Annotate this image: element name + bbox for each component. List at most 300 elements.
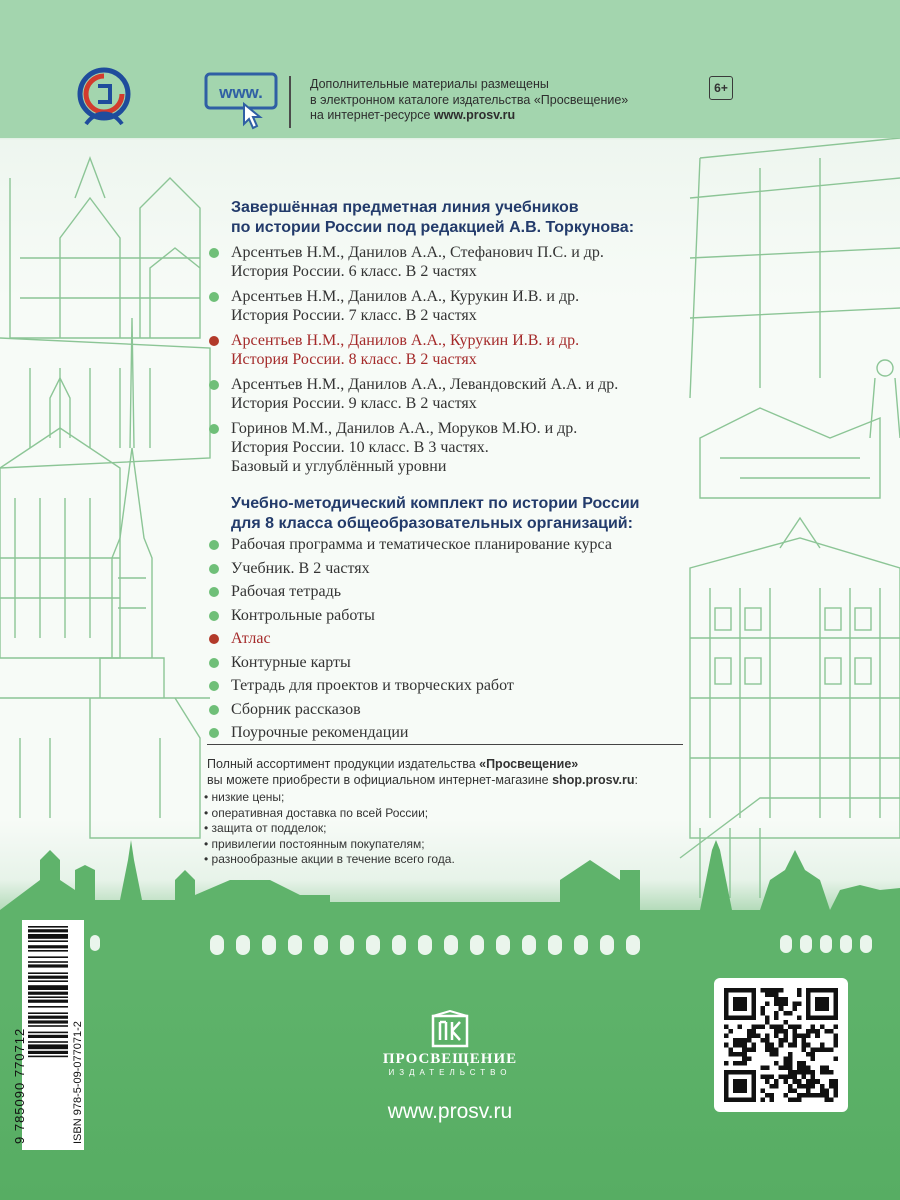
qr-module — [765, 1015, 770, 1020]
qr-module — [824, 1097, 829, 1102]
shop-line-1: Полный ассортимент продукции издательства — [207, 757, 480, 771]
qr-module — [756, 1024, 761, 1029]
bullet-icon — [209, 634, 219, 644]
qr-module — [797, 1066, 802, 1071]
qr-module — [765, 988, 770, 993]
qr-module — [806, 1093, 811, 1098]
qr-module — [756, 1034, 761, 1039]
qr-module — [820, 1088, 825, 1093]
barcode-bar — [28, 945, 68, 948]
benefit-item: • привилегии постоянным покупателям; — [204, 836, 425, 851]
qr-module — [783, 1075, 788, 1080]
bullet-icon — [209, 540, 219, 550]
info-line-3-prefix: на интернет-ресурсе — [310, 108, 434, 122]
qr-module — [797, 1034, 802, 1039]
qr-module — [765, 1047, 770, 1052]
qr-module — [747, 1038, 752, 1043]
qr-module — [783, 1020, 788, 1025]
qr-module — [829, 1097, 834, 1102]
kit-heading — [231, 494, 640, 534]
qr-module — [774, 1079, 779, 1084]
qr-module — [820, 1084, 825, 1089]
qr-module — [738, 1024, 743, 1029]
qr-module — [779, 1066, 784, 1071]
qr-module — [811, 1075, 816, 1080]
qr-module — [797, 1070, 802, 1075]
qr-module — [833, 1034, 838, 1039]
qr-module — [760, 1011, 765, 1016]
qr-module — [802, 1043, 807, 1048]
qr-module — [765, 1002, 770, 1007]
qr-module — [729, 1047, 734, 1052]
publisher-url[interactable]: www.prosv.ru — [387, 1100, 513, 1123]
list-item — [209, 559, 612, 578]
qr-module — [788, 1024, 793, 1029]
qr-module — [788, 1066, 793, 1071]
kit-item-label: Сборник рассказов — [231, 700, 361, 718]
qr-module — [792, 1088, 797, 1093]
qr-module — [806, 1079, 811, 1084]
qr-module — [811, 1047, 816, 1052]
qr-module — [779, 1038, 784, 1043]
qr-module — [797, 1002, 802, 1007]
qr-module — [783, 997, 788, 1002]
publisher-name: ПРОСВЕЩЕНИЕ — [382, 1051, 518, 1067]
qr-module — [788, 1052, 793, 1057]
qr-code-pattern — [724, 988, 838, 1102]
shop-line-2: вы можете приобрести в официальном интернет-магазине — [207, 773, 553, 787]
qr-module — [797, 1097, 802, 1102]
qr-module — [729, 1029, 734, 1034]
qr-module — [792, 1029, 797, 1034]
shop-link[interactable]: shop.prosv.ru — [552, 773, 635, 787]
barcode-bar — [28, 956, 68, 958]
qr-module — [733, 1052, 738, 1057]
bullet-icon — [209, 292, 219, 302]
qr-module — [797, 1024, 802, 1029]
isbn-text: ISBN 978-5-09-077071-2 — [72, 1021, 84, 1144]
item-authors: Горинов М.М., Данилов А.А., Моруков М.Ю. и др. — [231, 420, 578, 437]
qr-module — [751, 1024, 756, 1029]
qr-module — [770, 1052, 775, 1057]
barcode-bar — [28, 1035, 68, 1038]
qr-module — [811, 1052, 816, 1057]
benefit-item: • оперативная доставка по всей России; — [204, 805, 429, 820]
qr-module — [729, 1052, 734, 1057]
series-list — [209, 243, 618, 476]
qr-module — [811, 1079, 816, 1084]
list-item — [209, 243, 618, 281]
qr-module — [770, 1043, 775, 1048]
qr-module — [724, 1034, 729, 1039]
qr-module — [824, 1070, 829, 1075]
barcode-bar — [28, 976, 68, 979]
qr-module — [765, 1034, 770, 1039]
qr-module — [833, 1079, 838, 1084]
qr-module — [788, 1070, 793, 1075]
qr-module — [792, 1034, 797, 1039]
qr-module — [797, 1015, 802, 1020]
qr-module — [792, 1097, 797, 1102]
qr-module — [774, 1047, 779, 1052]
publisher-logo-icon — [76, 66, 132, 130]
list-item — [209, 700, 612, 719]
benefit-item: • низкие цены; — [204, 790, 285, 804]
barcode-bar — [28, 929, 68, 932]
qr-module — [747, 1034, 752, 1039]
qr-module — [833, 1084, 838, 1089]
qr-module — [833, 1043, 838, 1048]
bullet-icon — [209, 564, 219, 574]
list-item — [209, 287, 618, 325]
qr-module — [747, 1047, 752, 1052]
qr-module — [802, 1061, 807, 1066]
qr-module — [806, 1084, 811, 1089]
series-heading-line-1: Завершённая предметная линия учебников — [231, 199, 579, 216]
barcode-bar — [28, 1012, 68, 1014]
qr-module — [820, 1070, 825, 1075]
barcode-bar — [28, 1032, 68, 1034]
qr-module — [811, 1084, 816, 1089]
qr-module — [783, 1066, 788, 1071]
qr-module — [760, 1038, 765, 1043]
qr-module — [770, 1075, 775, 1080]
qr-module — [788, 1056, 793, 1061]
qr-module — [751, 1043, 756, 1048]
bullet-icon — [209, 728, 219, 738]
qr-module — [742, 1056, 747, 1061]
qr-module — [742, 1061, 747, 1066]
barcode-bar — [28, 1000, 68, 1003]
benefit-item: • защита от подделок; — [204, 821, 327, 835]
qr-module — [760, 1024, 765, 1029]
qr-module — [774, 988, 779, 993]
benefits-list — [204, 790, 455, 868]
qr-module — [815, 1034, 820, 1039]
qr-module — [797, 1093, 802, 1098]
qr-module — [779, 1043, 784, 1048]
kit-item-label: Контурные карты — [231, 653, 351, 671]
qr-module — [783, 1079, 788, 1084]
barcode-bar — [28, 1020, 68, 1023]
barcode-bar — [28, 1044, 68, 1049]
barcode-bar — [28, 980, 68, 982]
bullet-icon — [209, 380, 219, 390]
qr-module — [797, 1079, 802, 1084]
series-heading — [231, 198, 634, 238]
qr-module — [815, 1047, 820, 1052]
qr-module — [788, 1011, 793, 1016]
qr-module — [760, 988, 765, 993]
qr-module — [806, 1034, 811, 1039]
qr-module — [738, 1052, 743, 1057]
qr-module — [765, 993, 770, 998]
barcode-bar — [28, 972, 68, 974]
qr-module — [820, 1066, 825, 1071]
info-line-1: Дополнительные материалы размещены — [310, 77, 549, 91]
item-title: История России. 7 класс. В 2 частях — [231, 307, 477, 324]
qr-module — [779, 1002, 784, 1007]
qr-module — [733, 997, 747, 1011]
qr-module — [779, 988, 784, 993]
kit-item-label: Рабочая программа и тематическое планирование курса — [231, 536, 612, 553]
qr-module — [833, 1024, 838, 1029]
kit-item-label: Контрольные работы — [231, 606, 375, 624]
qr-module — [811, 1029, 816, 1034]
qr-module — [806, 1029, 811, 1034]
qr-module — [829, 1070, 834, 1075]
publisher-subtitle: ИЗДАТЕЛЬСТВО — [388, 1068, 512, 1077]
qr-module — [779, 997, 784, 1002]
qr-module — [770, 1093, 775, 1098]
kit-item-label: Рабочая тетрадь — [231, 583, 342, 600]
bullet-icon — [209, 681, 219, 691]
qr-module — [788, 1084, 793, 1089]
qr-module — [815, 1093, 820, 1098]
item-title: История России. 10 класс. В 3 частях. — [231, 439, 489, 456]
barcode-bar — [28, 950, 68, 952]
shop-note — [207, 756, 638, 788]
barcode-bar — [28, 992, 68, 995]
list-item — [209, 653, 612, 672]
qr-module — [765, 1093, 770, 1098]
bullet-icon — [209, 705, 219, 715]
bullet-icon — [209, 424, 219, 434]
qr-module — [792, 1070, 797, 1075]
www-icon — [204, 72, 280, 132]
qr-module — [738, 1061, 743, 1066]
kit-heading-line-1: Учебно-методический комплект по истории России — [231, 495, 640, 512]
qr-module — [792, 1024, 797, 1029]
bullet-icon — [209, 587, 219, 597]
qr-module — [742, 1047, 747, 1052]
qr-module — [783, 1061, 788, 1066]
qr-module — [770, 1024, 775, 1029]
barcode-bar — [28, 934, 68, 939]
qr-module — [820, 1093, 825, 1098]
qr-module — [770, 1097, 775, 1102]
qr-module — [783, 1038, 788, 1043]
item-authors: Арсентьев Н.М., Данилов А.А., Стефанович П.С. и др. — [231, 244, 604, 261]
qr-module — [792, 1043, 797, 1048]
qr-module — [783, 1056, 788, 1061]
qr-module — [765, 1075, 770, 1080]
qr-module — [774, 1061, 779, 1066]
item-authors: Арсентьев Н.М., Данилов А.А., Курукин И.В. и др. — [231, 288, 580, 305]
qr-module — [774, 1011, 779, 1016]
item-authors: Арсентьев Н.М., Данилов А.А., Левандовский А.А. и др. — [231, 376, 619, 393]
qr-module — [820, 1024, 825, 1029]
qr-module — [774, 1024, 779, 1029]
qr-module — [806, 1043, 811, 1048]
qr-module — [811, 1024, 816, 1029]
qr-module — [774, 1002, 779, 1007]
qr-module — [738, 1038, 743, 1043]
item-title: История России. 6 класс. В 2 частях — [231, 263, 477, 280]
qr-module — [779, 1024, 784, 1029]
qr-module — [733, 1043, 738, 1048]
qr-module — [733, 1038, 738, 1043]
qr-module — [783, 1029, 788, 1034]
bullet-icon — [209, 248, 219, 258]
info-line-2: в электронном каталоге издательства «Просвещение» — [310, 92, 629, 107]
item-authors: Арсентьев Н.М., Данилов А.А., Курукин И.В. и др. — [231, 332, 580, 349]
divider — [289, 76, 291, 128]
qr-module — [774, 1034, 779, 1039]
qr-module — [733, 1061, 738, 1066]
qr-module — [792, 1006, 797, 1011]
qr-module — [733, 1079, 747, 1093]
qr-module — [797, 993, 802, 998]
qr-module — [742, 1052, 747, 1057]
website-link[interactable]: www.prosv.ru — [433, 108, 516, 122]
qr-module — [751, 1047, 756, 1052]
qr-module — [820, 1043, 825, 1048]
qr-module — [770, 993, 775, 998]
qr-module — [774, 1052, 779, 1057]
item-title: История России. 8 класс. В 2 частях — [231, 351, 477, 368]
list-item — [209, 676, 612, 695]
qr-module — [765, 1020, 770, 1025]
qr-module — [742, 1038, 747, 1043]
list-item — [209, 535, 612, 554]
qr-module — [815, 1079, 820, 1084]
qr-module — [770, 988, 775, 993]
barcode-bar — [28, 1016, 68, 1019]
qr-module — [779, 1029, 784, 1034]
qr-module — [815, 997, 829, 1011]
qr-module — [783, 1011, 788, 1016]
kit-item-label: Поурочные рекомендации — [231, 724, 409, 741]
qr-module — [811, 1056, 816, 1061]
qr-module — [833, 1056, 838, 1061]
bullet-icon — [209, 336, 219, 346]
qr-module — [792, 1002, 797, 1007]
qr-module — [783, 1034, 788, 1039]
list-item — [209, 723, 612, 742]
kit-item-label: Атлас — [231, 630, 271, 647]
qr-module — [770, 1047, 775, 1052]
qr-module — [824, 1029, 829, 1034]
www-label: www. — [219, 83, 263, 102]
list-item — [209, 606, 612, 625]
qr-module — [788, 1075, 793, 1080]
qr-module — [792, 1075, 797, 1080]
qr-module — [788, 1097, 793, 1102]
item-levels: Базовый и углублённый уровни — [231, 458, 447, 475]
publisher-mark-icon — [430, 1010, 470, 1050]
online-materials-note — [310, 77, 628, 124]
bullet-icon — [209, 611, 219, 621]
qr-module — [760, 1006, 765, 1011]
qr-module — [760, 1075, 765, 1080]
qr-module — [797, 1061, 802, 1066]
qr-module — [815, 1029, 820, 1034]
qr-module — [770, 1084, 775, 1089]
qr-module — [829, 1029, 834, 1034]
list-item-highlighted — [209, 629, 612, 648]
barcode-bar — [28, 926, 68, 928]
barcode-bar — [28, 1006, 68, 1008]
qr-module — [742, 1043, 747, 1048]
qr-module — [788, 1061, 793, 1066]
qr-module — [760, 1066, 765, 1071]
kit-heading-line-2: для 8 класса общеобразовательных организаций: — [231, 515, 633, 532]
qr-module — [760, 1088, 765, 1093]
qr-module — [774, 1084, 779, 1089]
qr-module — [765, 1066, 770, 1071]
qr-module — [811, 1070, 816, 1075]
qr-module — [824, 1047, 829, 1052]
qr-module — [751, 1029, 756, 1034]
qr-module — [802, 1070, 807, 1075]
qr-module — [824, 1066, 829, 1071]
brand-name: «Просвещение» — [479, 757, 579, 771]
qr-module — [783, 1093, 788, 1098]
barcode-bar — [28, 964, 68, 967]
qr-code[interactable] — [714, 978, 848, 1112]
qr-module — [833, 1038, 838, 1043]
list-item-highlighted — [209, 331, 618, 369]
qr-module — [829, 1084, 834, 1089]
qr-module — [747, 1029, 752, 1034]
qr-module — [806, 1070, 811, 1075]
qr-module — [802, 1047, 807, 1052]
barcode-bar — [28, 940, 68, 942]
qr-module — [833, 1093, 838, 1098]
qr-module — [765, 1038, 770, 1043]
qr-module — [824, 1088, 829, 1093]
qr-module — [747, 1056, 752, 1061]
qr-module — [724, 1024, 729, 1029]
qr-module — [820, 1047, 825, 1052]
qr-module — [806, 1088, 811, 1093]
qr-module — [792, 1079, 797, 1084]
shop-line-2-suffix: : — [634, 773, 639, 787]
list-item — [209, 582, 612, 601]
qr-module — [802, 1038, 807, 1043]
barcode-bar — [28, 996, 68, 998]
qr-module — [738, 1043, 743, 1048]
barcode-bar — [28, 1041, 68, 1043]
kit-item-label: Учебник. В 2 частях — [231, 559, 370, 577]
barcode-digits: 9 785090 770712 — [12, 1027, 27, 1144]
kit-item-label: Тетрадь для проектов и творческих работ — [231, 677, 514, 694]
qr-module — [802, 1034, 807, 1039]
qr-module — [829, 1047, 834, 1052]
barcode-bar — [28, 985, 68, 990]
qr-module — [765, 1043, 770, 1048]
qr-module — [724, 1043, 729, 1048]
barcode-bar — [28, 1025, 68, 1027]
qr-module — [779, 1075, 784, 1080]
qr-module — [802, 1066, 807, 1071]
qr-module — [788, 1088, 793, 1093]
qr-module — [765, 1079, 770, 1084]
list-item — [209, 375, 618, 413]
qr-module — [792, 1038, 797, 1043]
qr-module — [760, 1097, 765, 1102]
qr-module — [802, 1093, 807, 1098]
separator-line — [207, 744, 683, 745]
qr-module — [797, 988, 802, 993]
qr-module — [833, 1088, 838, 1093]
benefit-item: • разнообразные акции в течение всего года. — [204, 852, 455, 866]
qr-module — [788, 1043, 793, 1048]
qr-module — [774, 993, 779, 998]
kit-list — [209, 535, 612, 742]
qr-module — [774, 1015, 779, 1020]
